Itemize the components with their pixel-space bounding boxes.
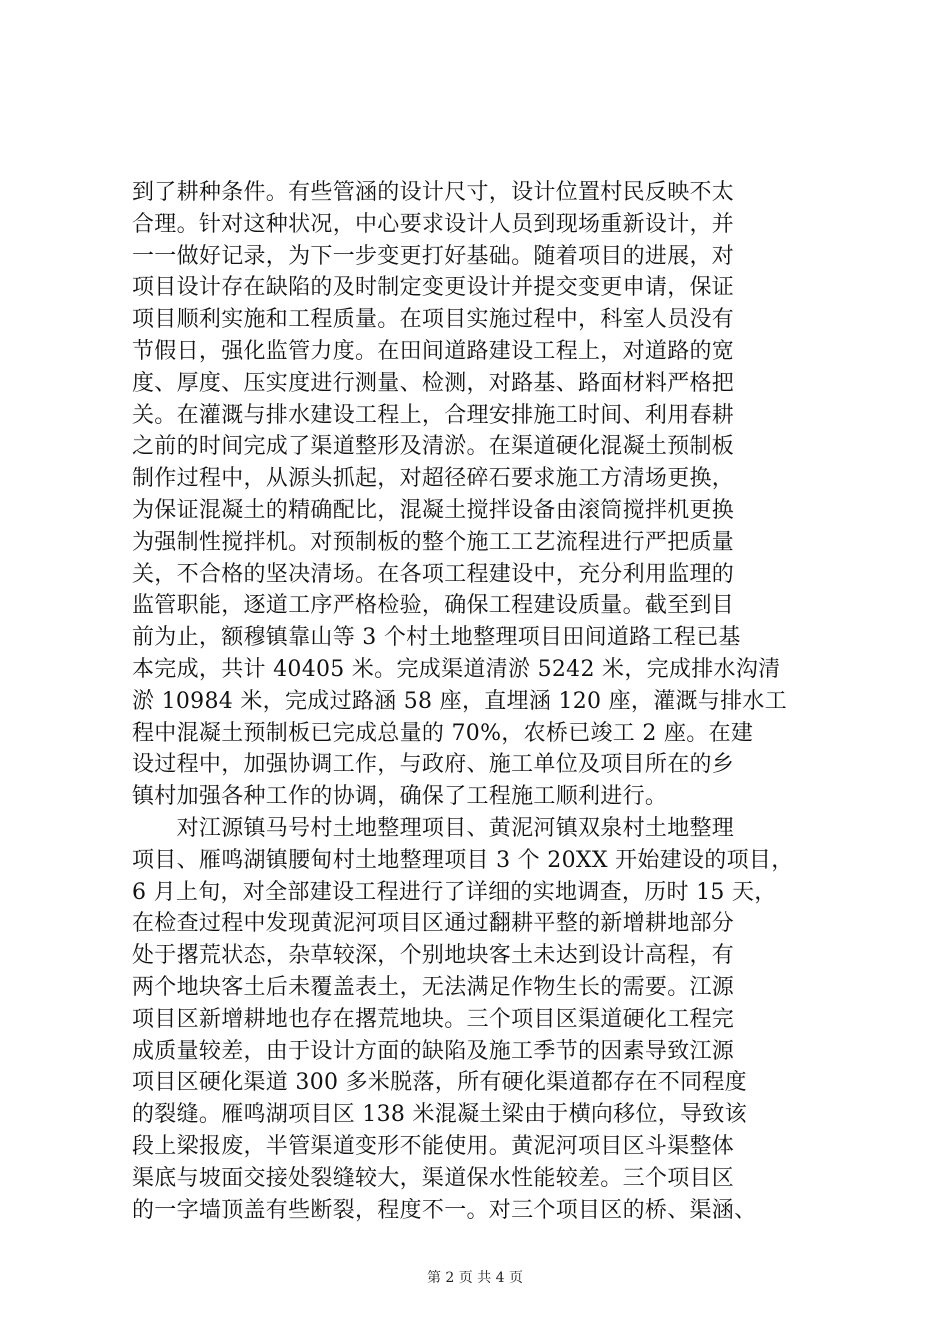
text-line: 项目区硬化渠道 300 多米脱落，所有硬化渠道都存在不同程度 [132,1070,747,1096]
text-line: 关。在灌溉与排水建设工程上，合理安排施工时间、利用春耕 [132,402,735,428]
text-line: 前为止，额穆镇靠山等 3 个村土地整理项目田间道路工程已基 [132,625,741,651]
text-line: 节假日，强化监管力度。在田间道路建设工程上，对道路的宽 [132,338,735,364]
text-line: 程中混凝土预制板已完成总量的 70%，农桥已竣工 2 座。在建 [132,720,754,746]
text-line: 镇村加强各种工作的协调，确保了工程施工顺利进行。 [132,784,668,810]
text-line: 渠底与坡面交接处裂缝较大，渠道保水性能较差。三个项目区 [132,1165,735,1191]
text-line: 的裂缝。雁鸣湖项目区 138 米混凝土梁由于横向移位，导致该 [132,1102,747,1128]
text-line: 合理。针对这种状况，中心要求设计人员到现场重新设计，并 [132,211,735,237]
text-line: 监管职能，逐道工序严格检验，确保工程建设质量。截至到目 [132,593,735,619]
text-line: 到了耕种条件。有些管涵的设计尺寸，设计位置村民反映不太 [132,180,735,205]
text-line: 的一字墙顶盖有些断裂，程度不一。对三个项目区的桥、渠涵、 [132,1197,757,1223]
body-text [132,177,832,1226]
text-line: 之前的时间完成了渠道整形及清淤。在渠道硬化混凝土预制板 [132,434,735,460]
text-line: 设过程中，加强协调工作，与政府、施工单位及项目所在的乡 [132,752,735,778]
text-line: 对江源镇马号村土地整理项目、黄泥河镇双泉村土地整理 [132,815,735,841]
text-line: 项目、雁鸣湖镇腰甸村土地整理项目 3 个 20XX 开始建设的项目， [132,847,794,873]
page-number: 第 2 页 共 4 页 [426,1270,524,1286]
text-line: 两个地块客土后未覆盖表土，无法满足作物生长的需要。江源 [132,974,735,1000]
text-line: 成质量较差，由于设计方面的缺陷及施工季节的因素导致江源 [132,1038,735,1064]
text-line: 度、厚度、压实度进行测量、检测，对路基、路面材料严格把 [132,370,735,396]
text-line: 为强制性搅拌机。对预制板的整个施工工艺流程进行严把质量 [132,529,735,555]
text-line: 处于撂荒状态，杂草较深，个别地块客土未达到设计高程，有 [132,943,735,969]
text-line: 制作过程中，从源头抓起，对超径碎石要求施工方清场更换， [132,466,735,492]
text-line: 关，不合格的坚决清场。在各项工程建设中，充分利用监理的 [132,561,735,587]
text-line: 淤 10984 米，完成过路涵 58 座，直埋涵 120 座，灌溉与排水工 [132,688,788,714]
text-line: 项目区新增耕地也存在撂荒地块。三个项目区渠道硬化工程完 [132,1006,735,1032]
text-line: 本完成，共计 40405 米。完成渠道清淤 5242 米，完成排水沟清 [132,656,781,682]
text-line: 在检查过程中发现黄泥河项目区通过翻耕平整的新增耕地部分 [132,911,735,937]
text-line: 6 月上旬，对全部建设工程进行了详细的实地调查，历时 15 天， [132,879,777,905]
text-line: 为保证混凝土的精确配比，混凝土搅拌设备由滚筒搅拌机更换 [132,497,735,523]
text-line: 一一做好记录，为下一步变更打好基础。随着项目的进展，对 [132,243,735,269]
text-line: 项目顺利实施和工程质量。在项目实施过程中，科室人员没有 [132,307,735,333]
text-line: 项目设计存在缺陷的及时制定变更设计并提交变更申请，保证 [132,275,735,301]
text-line: 段上梁报废，半管渠道变形不能使用。黄泥河项目区斗渠整体 [132,1133,735,1159]
page-footer [0,1268,950,1288]
